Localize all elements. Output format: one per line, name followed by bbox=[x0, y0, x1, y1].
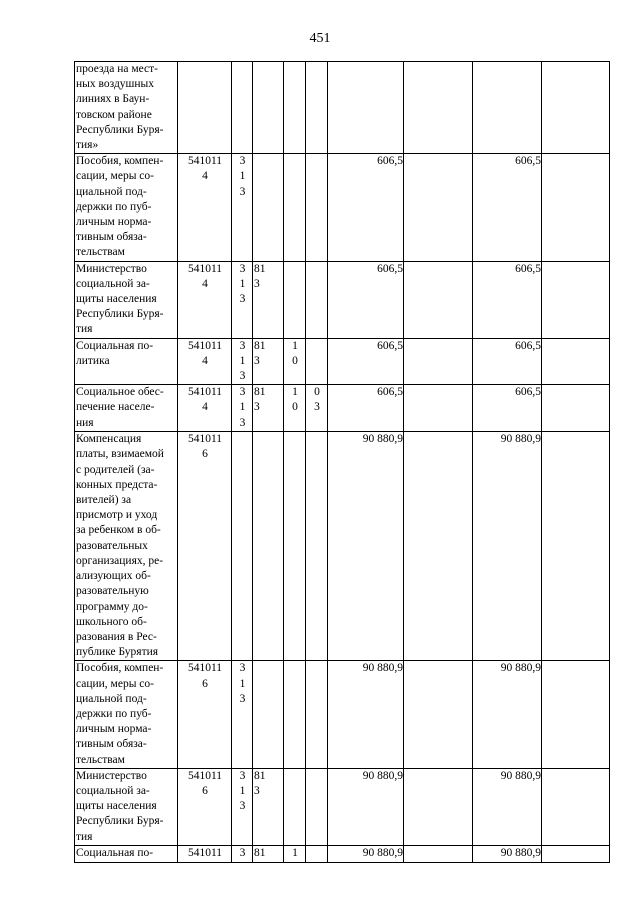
target-code-cell bbox=[178, 62, 232, 154]
row-name-cell: Министерство социальной за- щиты населения Республики Буря- тия bbox=[75, 261, 178, 338]
amount-cell bbox=[404, 432, 473, 661]
amount-cell bbox=[542, 62, 610, 154]
ministry-code-cell: 81 3 bbox=[253, 385, 284, 432]
table-row bbox=[75, 661, 610, 768]
subsection-cell bbox=[306, 845, 328, 862]
expense-type-cell bbox=[232, 432, 253, 661]
expense-type-cell: 3 1 3 bbox=[232, 338, 253, 385]
table-row bbox=[75, 385, 610, 432]
section-cell bbox=[284, 261, 306, 338]
subsection-cell bbox=[306, 154, 328, 261]
ministry-code-cell bbox=[253, 432, 284, 661]
amount-cell bbox=[542, 432, 610, 661]
section-cell bbox=[284, 661, 306, 768]
table-row bbox=[75, 338, 610, 385]
section-cell bbox=[284, 154, 306, 261]
table-row bbox=[75, 845, 610, 862]
row-name-cell: проезда на мест- ных воздушных линиях в Баун- товском районе Республики Буря- тия» bbox=[75, 62, 178, 154]
amount-cell bbox=[404, 845, 473, 862]
amount-cell: 606,5 bbox=[328, 338, 404, 385]
expense-type-cell: 3 1 3 bbox=[232, 768, 253, 845]
amount-cell bbox=[328, 62, 404, 154]
amount-cell bbox=[542, 385, 610, 432]
subsection-cell bbox=[306, 661, 328, 768]
expense-type-cell: 3 1 3 bbox=[232, 261, 253, 338]
page-number: 451 bbox=[309, 31, 331, 46]
expense-type-cell: 3 1 3 bbox=[232, 385, 253, 432]
expense-type-cell: 3 bbox=[232, 845, 253, 862]
target-code-cell: 541011 6 bbox=[178, 432, 232, 661]
amount-cell: 606,5 bbox=[473, 385, 542, 432]
amount-cell bbox=[404, 385, 473, 432]
target-code-cell: 541011 4 bbox=[178, 385, 232, 432]
amount-cell bbox=[542, 154, 610, 261]
amount-cell: 90 880,9 bbox=[473, 768, 542, 845]
ministry-code-cell: 81 3 bbox=[253, 261, 284, 338]
table-row bbox=[75, 154, 610, 261]
ministry-code-cell bbox=[253, 62, 284, 154]
amount-cell bbox=[542, 845, 610, 862]
target-code-cell: 541011 6 bbox=[178, 661, 232, 768]
amount-cell: 90 880,9 bbox=[328, 845, 404, 862]
target-code-cell: 541011 4 bbox=[178, 261, 232, 338]
amount-cell: 90 880,9 bbox=[328, 768, 404, 845]
amount-cell bbox=[404, 768, 473, 845]
row-name-cell: Социальная по- литика bbox=[75, 338, 178, 385]
table-row bbox=[75, 768, 610, 845]
amount-cell: 90 880,9 bbox=[473, 432, 542, 661]
row-name-cell: Пособия, компен- сации, меры со- циальной под- держки по пуб- личным норма- тивным обяза- тельствам bbox=[75, 154, 178, 261]
subsection-cell bbox=[306, 62, 328, 154]
row-name-cell: Компенсация платы, взимаемой с родителей (за- конных предста- вителей) за присмотр и уход за ребенком в об- разовательных организациях, ре- ализующих об- разовательную программу до- школьного об- разования в Рес- публике Бурятия bbox=[75, 432, 178, 661]
ministry-code-cell bbox=[253, 661, 284, 768]
amount-cell: 90 880,9 bbox=[328, 432, 404, 661]
ministry-code-cell bbox=[253, 154, 284, 261]
amount-cell: 606,5 bbox=[328, 154, 404, 261]
target-code-cell: 541011 bbox=[178, 845, 232, 862]
amount-cell: 606,5 bbox=[473, 154, 542, 261]
expense-type-cell: 3 1 3 bbox=[232, 154, 253, 261]
target-code-cell: 541011 4 bbox=[178, 154, 232, 261]
table-row bbox=[75, 62, 610, 154]
amount-cell: 90 880,9 bbox=[328, 661, 404, 768]
ministry-code-cell: 81 3 bbox=[253, 338, 284, 385]
section-cell: 1 0 bbox=[284, 338, 306, 385]
subsection-cell: 0 3 bbox=[306, 385, 328, 432]
amount-cell bbox=[542, 338, 610, 385]
amount-cell bbox=[404, 661, 473, 768]
table-row bbox=[75, 432, 610, 661]
target-code-cell: 541011 6 bbox=[178, 768, 232, 845]
amount-cell: 606,5 bbox=[473, 261, 542, 338]
section-cell: 1 0 bbox=[284, 385, 306, 432]
amount-cell bbox=[404, 338, 473, 385]
section-cell: 1 bbox=[284, 845, 306, 862]
target-code-cell: 541011 4 bbox=[178, 338, 232, 385]
table-row bbox=[75, 261, 610, 338]
expense-type-cell bbox=[232, 62, 253, 154]
subsection-cell bbox=[306, 261, 328, 338]
amount-cell: 90 880,9 bbox=[473, 661, 542, 768]
row-name-cell: Министерство социальной за- щиты населения Республики Буря- тия bbox=[75, 768, 178, 845]
subsection-cell bbox=[306, 338, 328, 385]
amount-cell: 606,5 bbox=[328, 261, 404, 338]
row-name-cell: Социальное обес- печение населе- ния bbox=[75, 385, 178, 432]
amount-cell bbox=[404, 62, 473, 154]
amount-cell: 606,5 bbox=[328, 385, 404, 432]
amount-cell bbox=[404, 261, 473, 338]
budget-table bbox=[74, 61, 610, 863]
ministry-code-cell: 81 3 bbox=[253, 768, 284, 845]
subsection-cell bbox=[306, 768, 328, 845]
amount-cell bbox=[542, 661, 610, 768]
amount-cell bbox=[542, 768, 610, 845]
amount-cell bbox=[404, 154, 473, 261]
ministry-code-cell: 81 bbox=[253, 845, 284, 862]
section-cell bbox=[284, 62, 306, 154]
subsection-cell bbox=[306, 432, 328, 661]
row-name-cell: Социальная по- bbox=[75, 845, 178, 862]
amount-cell bbox=[542, 261, 610, 338]
section-cell bbox=[284, 768, 306, 845]
amount-cell bbox=[473, 62, 542, 154]
amount-cell: 606,5 bbox=[473, 338, 542, 385]
expense-type-cell: 3 1 3 bbox=[232, 661, 253, 768]
section-cell bbox=[284, 432, 306, 661]
amount-cell: 90 880,9 bbox=[473, 845, 542, 862]
row-name-cell: Пособия, компен- сации, меры со- циальной под- держки по пуб- личным норма- тивным обяза- тельствам bbox=[75, 661, 178, 768]
